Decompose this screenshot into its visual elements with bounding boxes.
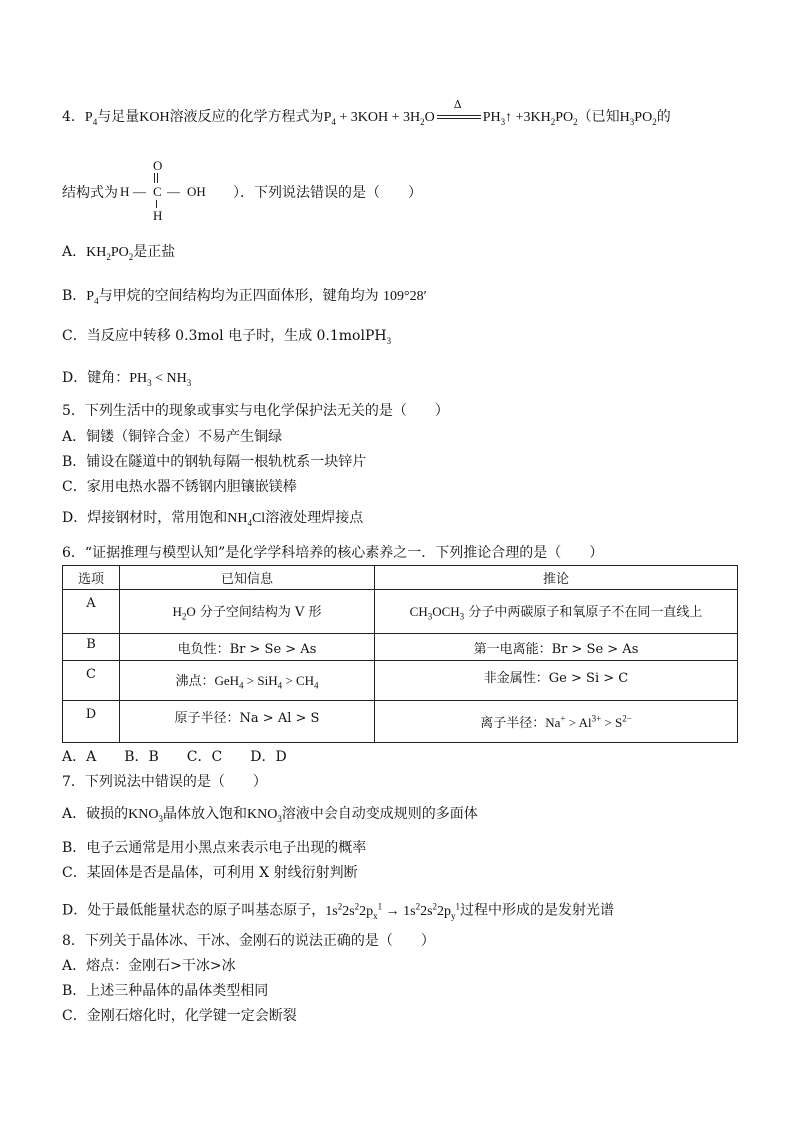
q4-option-d: D．键角：$PH_3 < NH_3$ (62, 370, 192, 388)
table-row: B 电负性：Br > Se > As 第一电离能：Br > Se > As (63, 634, 738, 661)
table-row: C 沸点：$GeH_4 > SiH_4 > CH_4$ 非金属性：Ge > Si > C (63, 661, 738, 701)
q7-option-b: B．电子云通常是用小黑点来表示电子出现的概率 (62, 840, 367, 856)
q5-option-d: D．焊接钢材时，常用饱和$NH_4Cl$溶液处理焊接点 (62, 510, 364, 528)
heating-arrow (435, 98, 483, 126)
q8-title: 8．下列关于晶体冰、干冰、金刚石的说法正确的是（ ） (62, 933, 435, 949)
q8-option-b: B．上述三种晶体的晶体类型相同 (62, 983, 269, 999)
q7-option-d: D．处于最低能量状态的原子叫基态原子，$1s^22s^22p_x^1 \to 1s^22s^22p_y^1$过程中形成的是发射光谱 (62, 901, 615, 921)
q5-option-b: B．铺设在隧道中的钢轨每隔一根轨枕系一块锌片 (62, 454, 367, 470)
q5-title: 5．下列生活中的现象或事实与电化学保护法无关的是（ ） (62, 403, 449, 419)
q4-option-c: C．当反应中转移 0.3mol 电子时，生成 0.1molPH$_3$ (62, 328, 392, 346)
q7-option-c: C．某固体是否是晶体，可利用 X 射线衍射判断 (62, 865, 358, 881)
q4-stem: 4．$P_4$与足量KOH溶液反应的化学方程式为$P_4 + 3KOH + 3H_2O$ Δ $PH_3↑ +3KH_2PO_2$（已知$H_3PO_2$的 (62, 98, 671, 127)
q4-option-a: A．$KH_2PO_2$是正盐 (62, 244, 176, 262)
q4-option-b: B．$P_4$与甲烷的空间结构均为正四面体形，键角均为 109°28′ (62, 288, 427, 306)
q6-answers: A．A B．B C．C D．D (62, 749, 287, 765)
header-known-info: 已知信息 (120, 566, 375, 590)
header-option: 选项 (63, 566, 120, 590)
q4-number: 4． (62, 109, 85, 125)
h3po2-structural-formula: O H — C — OH H (120, 158, 206, 223)
table-header-row (63, 566, 738, 590)
q5-option-a: A．铜镂（铜锌合金）不易产生铜绿 (62, 429, 283, 445)
q6-title: 6．“证据推理与模型认知”是化学学科培养的核心素养之一．下列推论合理的是（ ） (62, 545, 604, 561)
q6-table (62, 565, 738, 743)
q7-title: 7．下列说法中错误的是（ ） (62, 774, 267, 790)
q5-option-c: C．家用电热水器不锈钢内胆镶嵌镁棒 (62, 479, 297, 495)
table-row: D 原子半径：Na > Al > S 离子半径：$Na^+ > Al^{3+} > S^{2-}$ (63, 701, 738, 743)
q8-option-c: C．金刚石熔化时，化学键一定会断裂 (62, 1008, 297, 1024)
header-inference: 推论 (375, 566, 738, 590)
table-row: A $H_2O$ 分子空间结构为 V 形 $CH_3OCH_3$ 分子中两碳原子和氧原子不在同一直线上 (63, 590, 738, 634)
delta-symbol: Δ (453, 98, 462, 111)
q7-option-a: A．破损的$KNO_3$晶体放入饱和$KNO_3$溶液中会自动变成规则的多面体 (62, 806, 478, 824)
q4-structure-line: 结构式为 ）．下列说法错误的是（ ） (62, 185, 422, 201)
q8-option-a: A．熔点：金刚石>干冰>冰 (62, 958, 236, 974)
